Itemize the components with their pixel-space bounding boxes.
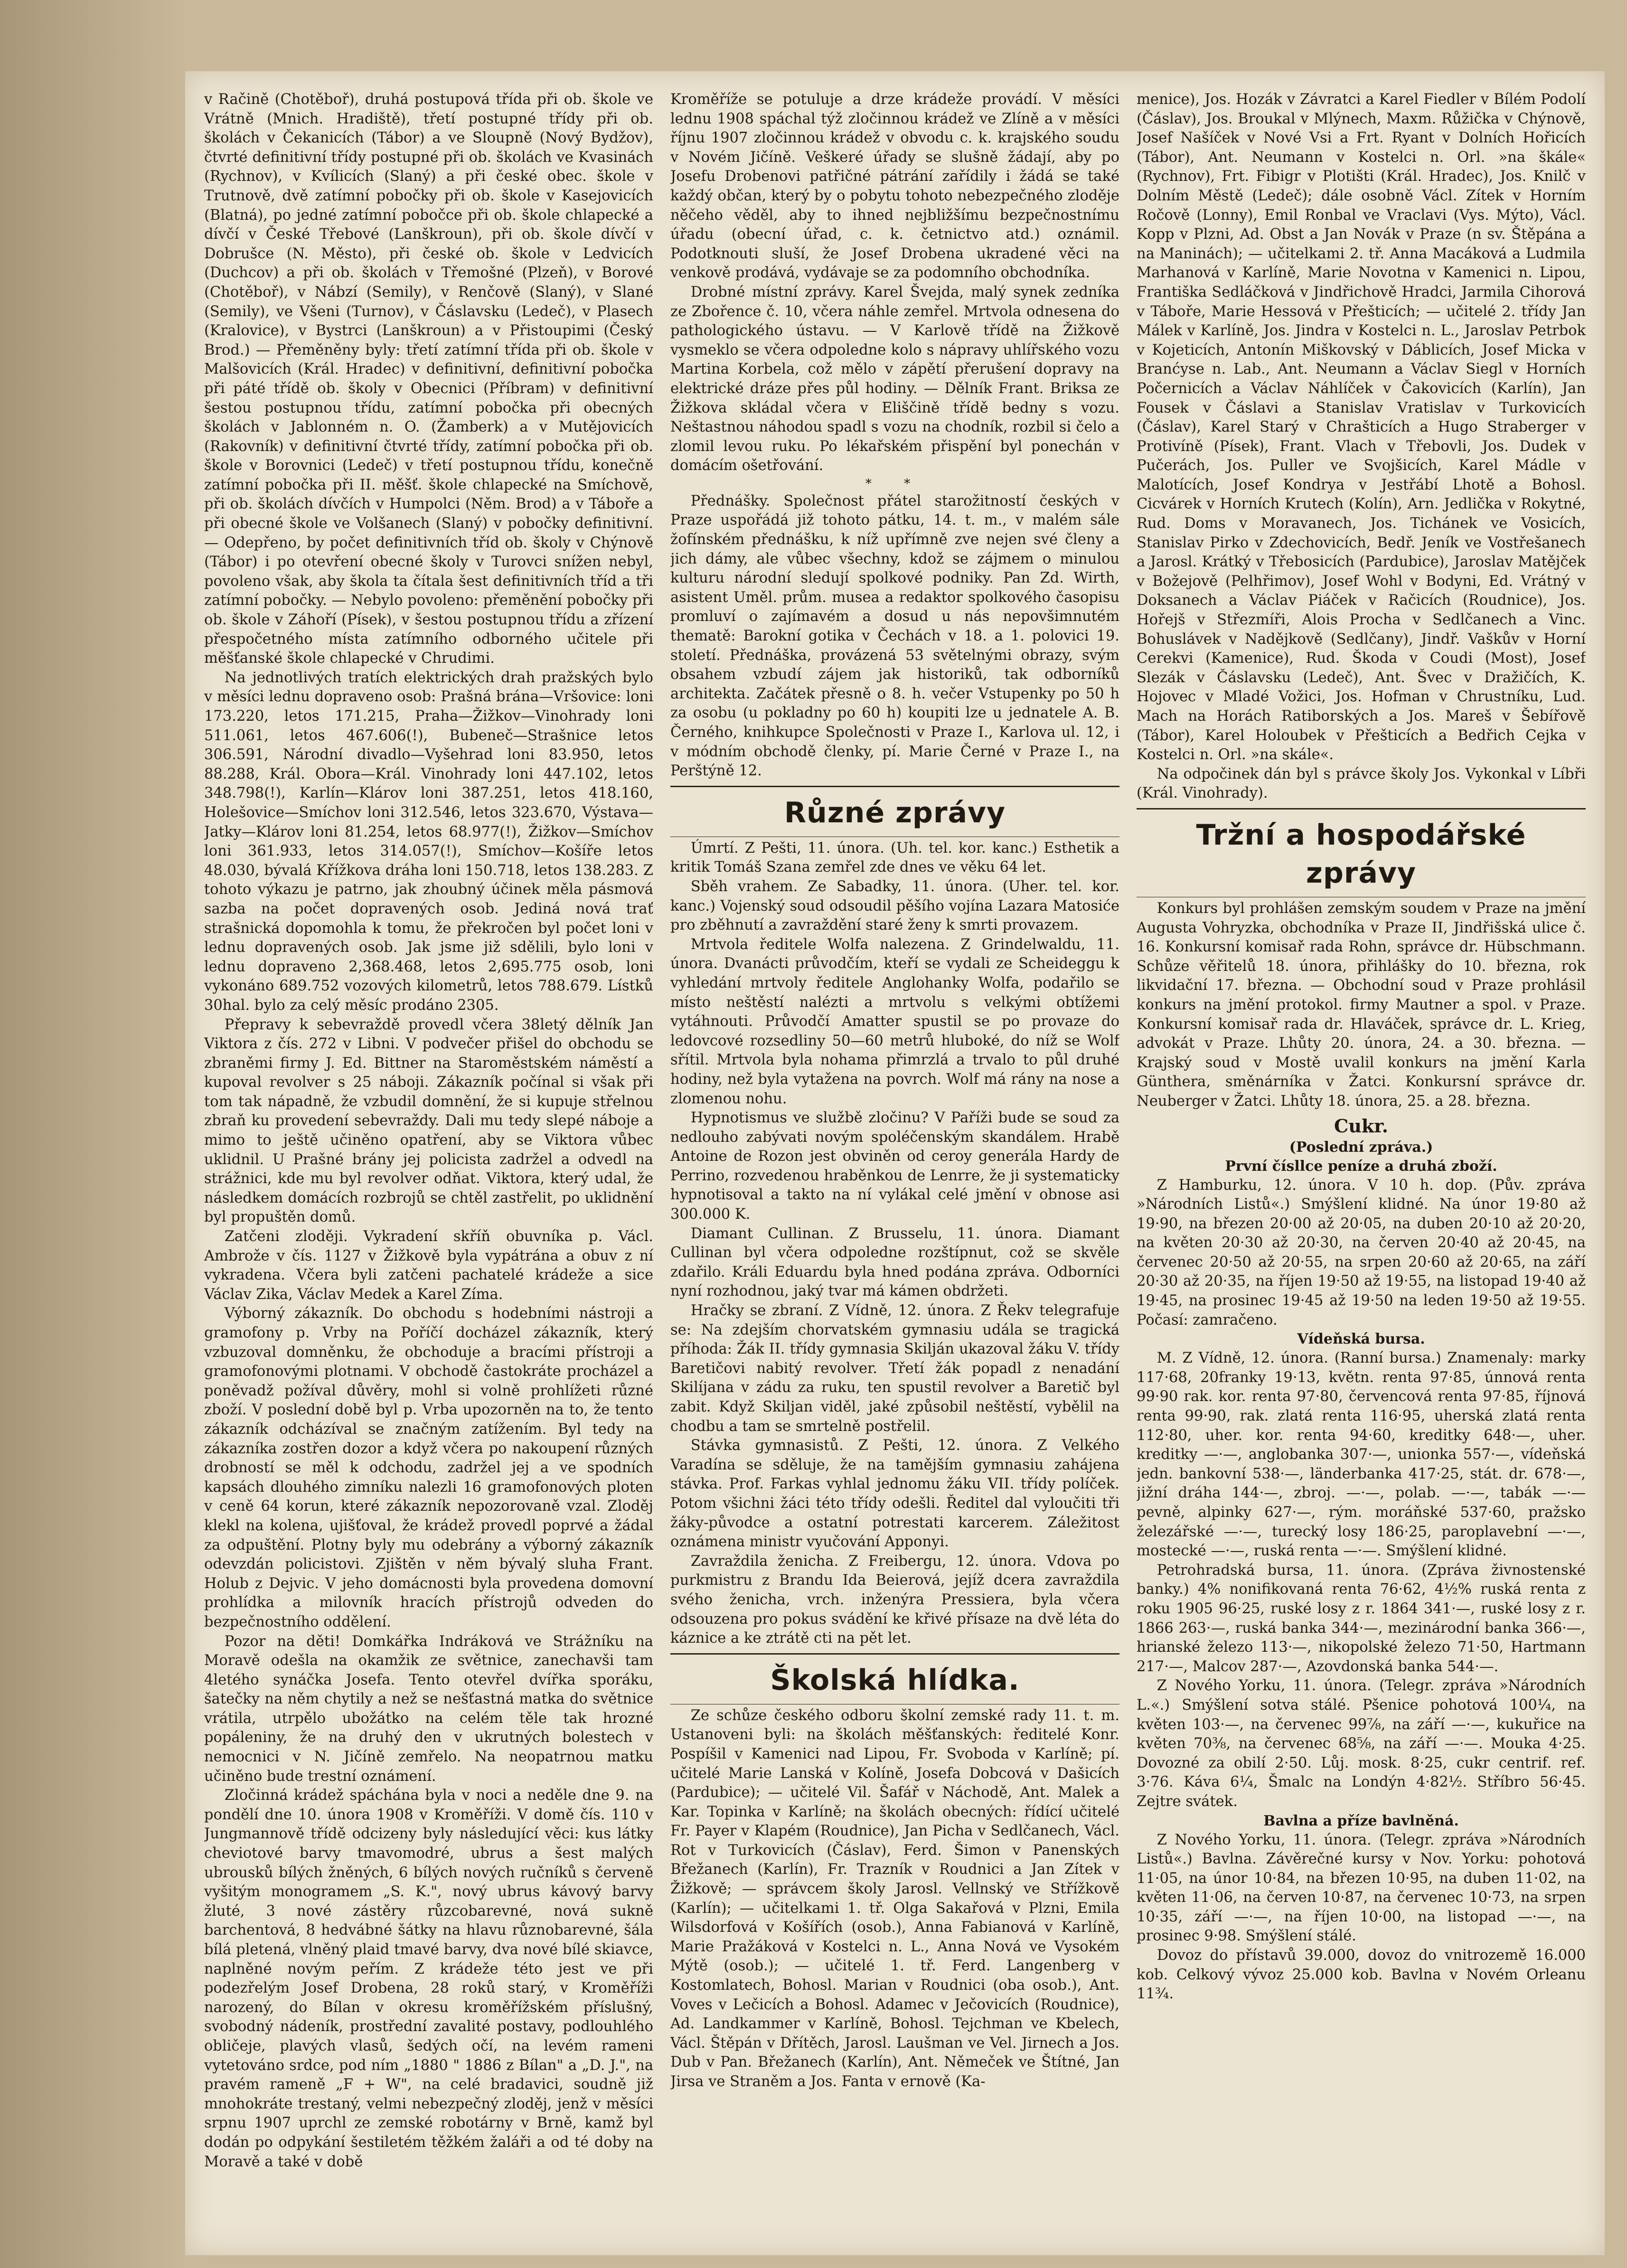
- divider-stars: * *: [865, 476, 925, 491]
- newspaper-page: [185, 71, 1605, 2255]
- cotton-report: Z Nového Yorku, 11. února. (Telegr. zpráva »Národních Listů«.) Bavlna. Závěrečné kursy v Nov. Yorku: pohotová 11·05, na únor 10·84, na březen 10·95, na duben 11·02, na květen 11·06, na červen 10·87, na červenec 10·73, na srpen 10·35, září —·—, na říjen 10·00, na listopad —·—, na prosinec 9·98. Smýšlení stálé.: [1137, 1831, 1586, 1945]
- weapon-play-article: Hračky se zbraní. Z Vídně, 12. února. Z Řekv telegrafuje se: Na zdejším chorvatském gymnasiu udála se tragická příhoda: Žák II. třídy gymnasia Skilján ukazoval žáku V. třídy Baretičovi nabitý revolver. Třetí žák popadl z nenadání Skilíjana v zádu za ruku, ten spustil revolver a Baretič byl zabit. Když Skiljan viděl, jaké způsobil neštěstí, vybělil na chodbu a tam se smrtelně postřelil.: [670, 1302, 1119, 1435]
- murder-article: Zavraždila ženicha. Z Freibergu, 12. února. Vdova po purkmistru z Brandu Ida Beierová, jejíž dcera zavraždila svého ženicha, vrch. inženýra Pressiera, byla včera odsouzena pro pokus svádění ke křivé přísaze na dvě léta do káznice a ke ztrátě cti na pět let.: [670, 1553, 1119, 1647]
- cotton-import-report: Dovoz do přístavů 39.000, dovoz do vnitrozemě 16.000 kob. Celkový vývoz 25.000 kob. Bavlna v Novém Orleanu 11¾.: [1137, 1947, 1586, 2003]
- page-gutter: [0, 0, 185, 2268]
- section-title-various: Různé zprávy: [784, 796, 1006, 829]
- school-appointments: Ze schůze českého odboru školní zemské rady 11. t. m. Ustanoveni byli: na školách měšťanských: ředitelé Konr. Pospíšil v Kamenici nad Lipou, Fr. Svoboda v Karlíně; pí. učitelé Marie Lanská v Kolíně, Josefa Dobcová v Dašicích (Pardubice); — učitelé Vil. Šafář v Náchodě, Ant. Malek a Kar. Topinka v Karlíně; na školách obecných: řídící učitelé Fr. Payer v Klapém (Roudnice), Jan Picha v Sedlčanech, Václ. Rot v Turkovicích (Čáslav), Ferd. Šimon v Panenských Břežanech (Karlín), Fr. Trazník v Roudnici a Jan Zítek v Žižkově; — správcem školy Jarosl. Vellnský ve Střížkově (Karlín); — učitelkami 1. tř. Olga Sakařová v Plzni, Emila Wilsdorfová v Košířích (osob.), Anna Fabianová v Karlíně, Marie Pražáková v Kostelci n. L., Anna Nová ve Vysokém Mýtě (osob.); — učitelé 1. tř. Ferd. Langenberg v Kostomlatech, Bohosl. Marian v Roudnici (oba osob.), Ant. Voves v Lečicích a Bohosl. Adamec v Ječovicích (Roudnice), Ad. Landkammer v Karlíně, Bohosl. Tejchman ve Kbelech, Václ. Štěpán v Dřítěch, Jarosl. Laušman ve Vel. Jirnech a Jos. Dub v Pan. Břežanech (Karlín), Ant. Němeček ve Štítné, Jan Jirsa ve Straněm a Jos. Fanta v ernově (Ka-: [670, 1707, 1119, 2090]
- deserter-article: Sběh vrahem. Ze Sabadky, 11. února. (Uher. tel. kor. kanc.) Vojenský soud odsoudil pěšího vojína Lazara Matosiće pro zběhnutí a zavraždění staré ženy k smrti provazem.: [670, 878, 1119, 934]
- section-rule: [670, 786, 1119, 787]
- cotton-heading: Bavlna a příze bavlněná.: [1263, 1812, 1459, 1829]
- death-article: Úmrtí. Z Pešti, 11. února. (Uh. tel. kor. kanc.) Esthetik a kritik Tomáš Szana zemřel zde dnes ve věku 64 let.: [670, 839, 1119, 876]
- wolf-body-article: Mrtvola ředitele Wolfa nalezena. Z Grindelwaldu, 11. února. Dvanácti průvodčím, kteří se vydali ze Scheideggu k vyhledání mrtvoly ředitele Anglohanky Wolfa, podařilo se místo neštěstí nalézti a mrtvolu s velkými obtížemi vytáhnouti. Průvodčí Amatter spustil se po provaze do ledovcové rozsedliny 50—60 metrů hluboké, do níž se Wolf sřítil. Mrtvola byla nohama přimrzlá a trvalo to půl druhé hodiny, než byla vytažena na povrch. Wolf má rány na nose a zlomenou nohu.: [670, 936, 1119, 1107]
- columns: [204, 90, 1586, 2227]
- retirement-note: Na odpočinek dán byl s právce školy Jos. Vykonkal v Líbři (Král. Vinohrady).: [1137, 765, 1586, 802]
- section-title-school: Školská hlídka.: [770, 1663, 1020, 1697]
- column-right: [1137, 90, 1586, 2227]
- excellent-customer-article: Výborný zákazník. Do obchodu s hodebními nástroji a gramofony p. Vrby na Poříčí docházel zákazník, který vzbuzoval domněnku, že obchoduje a bracími přístroji a gramofonovými plotnami. V obchodě častokráte procházel a poněvadž požíval důvěry, mohl si volně prohlížeti různé zboží. V poslední době byl p. Vrba upozorněn na to, že tento zákazník odcházíval se značným zatížením. Byl tedy na zákazníka zostřen dozor a když včera po nakoupení různých drobností se měl k odchodu, zadržel jej a ve spodních kapsách dlouhého zimníku nalezli 16 gramofonových ploten v ceně 64 korun, které zákazník nepozorovaně vzal. Zloděj klekl na kolena, ujišťoval, že krádež provedl poprvé a žádal za odpuštění. Plotny byly mu odebrány a výborný zákazník odevzdán policistovi. Zjištěn v něm bývalý sluha Frant. Holub z Dejvic. V jeho domácnosti byla provedena domovní prohlídka a milovník hracích přístrojů odveden do bezpečnostního oddělení.: [204, 1305, 653, 1630]
- new-york-report: Z Nového Yorku, 11. února. (Telegr. zpráva »Národních L.«.) Smýšlení sotva stálé. Pšenice pohotová 100¼, na květen 103·—, na červenec 99⅞, na září —·—, kukuřice na květen 70⅜, na červenec 68⅝, na září —·—. Mouka 4·25. Dovozné za obilí 2·50. Lůj. mosk. 8·25, cukr centrif. ref. 3·76. Káva 6¼, Šmalc na Londýn 4·82½. Stříbro 56·45. Zejtre svátek.: [1137, 1677, 1586, 1810]
- section-rule: [1137, 808, 1586, 809]
- sugar-note: První čísllce peníze a druhá zboží.: [1225, 1158, 1497, 1175]
- school-appointments-continued: menice), Jos. Hozák v Závratci a Karel Fiedler v Bílém Podolí (Čáslav), Jos. Broukal v Mlýnech, Maxm. Růžička v Chýnově, Josef Našíček v Nové Vsi a Frt. Ryant v Dolních Hořicích (Tábor), Ant. Neumann v Kostelci n. Orl. »na škále« (Rychnov), Frt. Fibigr v Plotišti (Král. Hradec), Jos. Knilč v Dolním Městě (Ledeč); dále osobně Václ. Zítek v Horním Ročově (Lonny), Emil Ronbal ve Vraclavi (Vys. Mýto), Václ. Kopp v Plzni, Ad. Obst a Jan Novák v Praze (n sv. Štěpána a na Maninách); — učitelkami 2. tř. Anna Macáková a Ludmila Marhanová v Karlíně, Marie Novotna v Kamenici n. Lipou, Františka Sedláčková v Jindřichově Hradci, Jarmila Cihorová v Táboře, Marie Hessová v Přešticích; — učitelé 2. třídy Jan Málek v Karlíně, Jos. Jindra v Kostelci n. L., Jaroslav Petrbok v Kojeticích, Antonín Miškovský v Dáblicích, Josef Micka v Branćyse n. Lab., Ant. Neumann a Václav Siegl v Horních Počernicích a Václav Náhlíček v Čakovicích (Karlín), Jan Fousek v Čáslavi a Stanislav Vratislav v Turkovicích (Čáslav), Karel Starý v Chrašticích a Hugo Straberger v Protivíně (Písek), Frant. Vlach v Třebovli, Jos. Dudek v Pučerách, Jos. Puller ve Svojšicích, Karel Mádle v Malotících, Josef Kondrya v Jestřábí Lhotě a Bohosl. Cicvárek v Horních Krutech (Kolín), Arn. Jedlička v Rokytné, Rud. Doms v Moravanech, Jos. Tichánek ve Vosicích, Stanislav Pirko v Zdechovicích, Bedř. Jeník ve Vostřešanech a Jarosl. Krátký v Třebosicích (Pardubice), Jaroslav Matějček v Božejově (Pelhřimov), Josef Wohl v Bodyni, Ed. Vrátný v Doksanech a Václav Piáček v Račicích (Roudnice), Jos. Hořejš v Střezmíři, Alois Procha v Sedlčanech a Vinc. Bohuslávek v Nadějkově (Sedlčany), Jindř. Vaškův v Horní Cerekvi (Kamenice), Rud. Škoda v Coudi (Most), Josef Slezák v Čáslavsku (Ledeč), Ant. Švec v Dražičích, K. Hojovec v Mladé Vožici, Jos. Hofman v Chrustníku, Lud. Mach na Horách Ratiborských a Jos. Mareš v Šebířově (Tábor), Karel Holoubek v Přešticích a Bedřich Cejka v Kostelci n. Orl. »na skále«.: [1137, 91, 1586, 763]
- burglary-article-continued: Kroměříže se potuluje a drze krádeže provádí. V měsíci lednu 1908 spáchal týž zločinnou krádež ve Zlíně a v měsíci říjnu 1907 zločinnou krádež v obvodu c. k. krajského soudu v Novém Jičíně. Veškeré úřady se slušně žádají, aby po Josefu Drobenovi patřičné pátrání zařídily i žádá se také každý občan, který by o pobytu tohoto nebezpečného zloděje něčeho věděl, aby to ihned nejbližšímu bezpečnostnímu úřadu (obecní úřad, c. k. četnictvo atd.) oznámil. Podotknouti sluší, že Josef Drobena ukradené věci na venkově prodává, vydávaje se za podomního obchodníka.: [670, 91, 1119, 282]
- vienna-bourse-report: M. Z Vídně, 12. února. (Ranní bursa.) Znamenaly: marky 117·68, 20franky 19·13, květn. renta 97·85, únnová renta 99·90 rak. kor. renta 97·80, červencová renta 97·85, říjnová renta 99·90, rak. zlatá renta 116·95, uherská zlatá renta 112·80, uher. kor. renta 94·60, kreditky 648·—, uher. kreditky —·—, anglobanka 307·—, unionka 557·—, vídeňská jedn. bankovní 538·—, länderbanka 417·25, stát. dr. 678·—, jižní dráha 144·—, zbroj. —·—, polab. —·—, tabák —·— pevně, alpinky 627·—, rým. moráňské 537·60, pražsko železářské —·—, turecký losy 186·25, paroplavební —·—, mostecké —·—, ruská renta —·—. Smýšlení klidné.: [1137, 1350, 1586, 1560]
- column-left: [204, 90, 653, 2227]
- section-rule: [670, 1653, 1119, 1655]
- burglary-article: Zločinná krádež spáchána byla v noci a neděle dne 9. na pondělí dne 10. února 1908 v Kroměříži. V domě čís. 110 v Jungmannově třídě odcizeny byly následující věci: kus látky cheviotové barvy tmavomodré, ubrus a šest malých ubrousků bílých žněných, 6 bílých nových ručníků s červeně vyšitým monogramem „S. K.", nový ubrus kávový barvy žluté, 3 nové zástěry růzcobarevné, nová sukně barchentová, 8 hedvábné šátky na hlavu různobarevné, šála bílá pletená, vlněný plaid tmavé barvy, dva nové bílé skiavce, naplněné novým peřím. Z krádeže této jest ve při podezřelým Josef Drobena, 28 roků starý, v Kroměříži narozený, do Bílan v okresu kroměřížském příslušný, svobodný nádeník, prostřední zavalité postavy, podlouhlého obličeje, plavých vlasů, šedých očí, na levém rameni vytetováno srdce, pod ním „1880 " 1886 z Bílan" a „D. J.", na pravém rameně „F + W", na celé bradavici, soudně již mnohokráte trestaný, velmi nebezpečný zloděj, jenž v měsíci srpnu 1907 uprchl ze zemské robotárny v Brně, kamž byl dodán po odpykání šestiletém těžkém žaláři a od té doby na Moravě a také v době: [204, 1787, 653, 2170]
- sugar-subheading: (Poslední zpráva.): [1289, 1139, 1433, 1156]
- suicide-prevention-article: Přepravy k sebevraždě provedl včera 38letý dělník Jan Viktora z čís. 272 v Libni. V podvečer přišel do obchodu se zbraněmi firmy J. Ed. Bittner na Staroměstském náměstí a kupoval revolver s 25 náboji. Zákazník počínal si však při tom tak nápadně, že vzbudil domnění, že si kupuje střelnou zbraň ku provedení sebevraždy. Dali mu tedy slepé náboje a mimo to ještě učiněno opatření, aby se Viktora vůbec uklidnil. U Prašné brány jej policista zadržel a odvedl na strážnici, kde mu byl revolver odňat. Viktora, který udal, že následkem domácích rozbrojů se chtěl zastřelit, po uklidnění byl propuštěn domů.: [204, 1016, 653, 1226]
- hypnotism-article: Hypnotismus ve službě zločinu? V Paříži bude se soud za nedlouho zabývati novým spoléčenským skandálem. Hrabě Antoine de Rozon jest obviněn od ceroy generála Hardy de Perrino, rozvedenou hraběnkou de Lenrre, že ji systematicky hypnotisoval a takto na ní vylákal celé jmění v obnose asi 300.000 K.: [670, 1110, 1119, 1223]
- student-strike-article: Stávka gymnasistů. Z Pešti, 12. února. Z Velkého Varadína se sděluje, že na tamějším gymnasiu zahájena stávka. Prof. Farkas vyhlal jednomu žáku VII. třídy políček. Potom všichni žáci této třídy odešli. Ředitel dal vyloučiti tři žáky-původce a ostatní potrestati karcerem. Záležitost oznámena ministr vyučování Apponyi.: [670, 1437, 1119, 1551]
- column-middle: [670, 90, 1119, 2227]
- diamond-article: Diamant Cullinan. Z Brusselu, 11. února. Diamant Cullinan byl včera odpoledne rozštípnut, což se skvěle zdařilo. Králi Eduardu byla hned podána zpráva. Odborníci nyní rozhodnou, jaký tvar má kámen obdržeti.: [670, 1225, 1119, 1300]
- petersburg-bourse-report: Petrohradská bursa, 11. února. (Zpráva živnostenské banky.) 4% nonifikovaná renta 76·62, 4½% ruská renta z roku 1905 96·25, ruské losy z r. 1864 341·—, ruské losy z r. 1866 263·—, ruská banka 344·—, mezinárodní banka 366·—, hrianské železo 113·—, nikopolské železo 71·50, Hartmann 217·—, Malcov 287·—, Azovdonská banka 544·—.: [1137, 1562, 1586, 1675]
- sugar-heading: Cukr.: [1334, 1115, 1388, 1137]
- vienna-bourse-heading: Vídeňská bursa.: [1297, 1331, 1425, 1348]
- child-warning-article: Pozor na děti! Domkářka Indráková ve Strážníku na Moravě odešla na okamžik ze světnice, zanechavši tam 4letého synáčka Josefa. Tento otevřel dvířka sporáku, šatečky na něm chytily a než se nešťastná matka do světnice vrátila, utrpělo ubožátko na celém těle tak hrozné popáleniny, že na druhý den v ukrutných bolestech v nemocnici v N. Jičíně zemřelo. Na neopatrnou matku učiněno bude trestní oznámení.: [204, 1633, 653, 1785]
- arrested-thieves-article: Zatčeni zloději. Vykradení skříň obuvníka p. Václ. Ambrože v čís. 1127 v Žižkově byla vypátrána a obuv z ní vykradena. Včera byli zatčeni pachatelé krádeže a sice Václav Zika, Václav Medek a Karel Zíma.: [204, 1228, 653, 1303]
- tram-ridership-article: Na jednotlivých tratích elektrických drah pražských bylo v měsíci lednu dopraveno osob: Prašná brána—Vršovice: loni 173.220, letos 171.215, Praha—Žižkov—Vinohrady loni 511.061, letos 467.606(!), Bubeneč—Strašnice letos 306.591, Národní divadlo—Vyšehrad loni 83.950, letos 88.288, Král. Obora—Král. Vinohrady loni 447.102, letos 348.798(!), Karlín—Klárov loni 387.251, letos 418.160, Holešovice—Smíchov loni 312.546, letos 323.670, Výstava—Jatky—Klárov loni 81.254, letos 68.977(!), Žižkov—Smíchov loni 361.933, letos 314.057(!), Smíchov—Košíře letos 48.030, bývalá Křížkova dráha loni 150.718, letos 138.283. Z tohoto výkazu je patrno, jak zhoubný účinek měla pásmová sazba na počet dopravených osob. Jediná nová trať strašnická dopomohla k tomu, že překročen byl počet loni v lednu dopravených osob. Jak jsme již sdělili, bylo loni v lednu dopraveno 2,368.468, letos 2,695.775 osob, loni vykonáno 689.752 vozových kilometrů, letos 788.679. Lístků 30hal. bylo za celý měsíc prodáno 2305.: [204, 669, 653, 1014]
- lectures-article: Přednášky. Společnost přátel starožitností českých v Praze uspořádá již tohoto pátku, 14. t. m., v malém sále žofínském přednášku, k níž upřímně zve nejen své členy a jich dámy, ale vůbec všechny, kdož se zájmem o minulou kulturu národní sledují spolkové podniky. Pan Zd. Wirth, asistent Uměl. prům. musea a redaktor spolkového časopisu promluví o zajímavém a dosud u nás nepovšimnutém thematě: Barokní gotika v Čechách v 18. a 1. polovici 19. století. Přednáška, provázená 53 světelnými obrazy, svým obsahem vzbudí zájem jak historiků, tak odborníků architekta. Začátek přesně o 8. h. večer Vstupenky po 50 h za osobu (u pokladny po 60 h) koupiti lze u jednatele A. B. Černého, knihkupce Společnosti v Praze I., Karlova ul. 12, i v módním obchodě členky, pí. Marie Černé v Praze I., na Perštýně 12.: [670, 492, 1119, 780]
- section-title-market: Tržní a hospodářské zprávy: [1196, 818, 1526, 890]
- hamburg-sugar-report: Z Hamburku, 12. února. V 10 h. dop. (Pův. zpráva »Národních Listů«.) Smýšlení klidné. Na únor 19·80 až 19·90, na březen 20·00 až 20·05, na duben 20·10 až 20·20, na květen 20·30 až 20·30, na červen 20·40 až 20·45, na červenec 20·50 až 20·55, na srpen 20·60 až 20·65, na září 20·30 až 20·35, na říjen 19·50 až 19·55, na listopad 19·40 až 19·45, na prosinec 19·45 až 19·50 na leden 19·50 až 19·55. Počasí: zamračeno.: [1137, 1176, 1586, 1328]
- local-news-article: Drobné místní zprávy. Karel Švejda, malý synek zedníka ze Zbořence č. 10, včera náhle zemřel. Mrtvola odnesena do pathologického ústavu. — V Karlově třídě na Žižkově vysmeklo se včera odpoledne kolo s nápravy uhlířského vozu Martina Korbela, což mělo v zápětí přerušení dopravy na elektrické dráze přes půl hodiny. — Dělník Frant. Briksa ze Žižkova skládal včera v Eliščině třídě bedny s vozu. Neštastnou náhodou spadl s vozu na chodník, rozbil si čelo a zlomil levou ruku. Po lékařském přispění byl ponechán v domácím ošetřování.: [670, 283, 1119, 474]
- school-news-continued: v Račině (Chotěboř), druhá postupová třída při ob. škole ve Vrátně (Mnich. Hradiště), třetí postupné třídy při ob. školách v Čekanicích (Tábor) a ve Sloupně (Nový Bydžov), čtvrté definitivní třídy postupné při ob. školách ve Kvasinách (Rychnov), v Kvílicích (Slaný) a při české obec. škole v Trutnově, dvě zatímní pobočky při ob. škole v Kasejovicích (Blatná), po jedné zatímní pobočce při ob. škole chlapecké a dívčí v České Třebové (Lanškroun), při ob. škole dívčí v Dobrušce (N. Město), při české ob. škole v Ledvicích (Duchcov) a při ob. školách v Třemošné (Plzeň), v Borové (Chotěboř), v Nábzí (Semily), v Renčově (Slaný), v Slané (Semily), ve Všeni (Turnov), v Čáslavsku (Ledeč), v Plasech (Kralovice), v Bystrci (Lanškroun) a v Přistoupimi (Český Brod.) — Přeměněny byly: třetí zatímní třída při ob. škole v Malšovicích (Král. Hradec) v definitivní, definitivní pobočka při páté třídě ob. školy v Obecnici (Příbram) v definitivní šestou postupnou třídu, zatímní pobočka při obecných školách v Jablonném n. O. (Žamberk) a v Mutějovicích (Rakovník) v definitivní čtvrté třídy, zatímní pobočka při ob. škole v Borovnici (Ledeč) v třetí postupnou třídu, konečně zatímní pobočka při II. měšť. škole chlapecké na Smíchově, při ob. školách dívčích v Humpolci (Něm. Brod) a v Táboře a při obecné škole ve Volšanech (Slaný) v pobočky definitivní. — Odepřeno, by počet definitivních tříd ob. školy v Chýnově (Tábor) i po otevření obecné školy v Turovci snížen nebyl, povoleno však, aby škola ta čítala šest definitivních tříd a tři zatímní pobočky. — Nebylo povoleno: přeměnění pobočky při ob. škole v Záhoří (Písek), v šestou postupnou třídu a zřízení přespočetného místa zatímního odborného učitele při měšťanské škole chlapecké v Chrudimi.: [204, 91, 653, 667]
- bankruptcy-article: Konkurs byl prohlášen zemským soudem v Praze na jmění Augusta Vohryzka, obchodníka v Praze II, Jindřišská ulice č. 16. Konkursní komisař rada Rohn, správce dr. Hübschmann. Schůze věřitelů 18. února, přihlášky do 10. března, rok likvidační 17. března. — Obchodní soud v Praze prohlásil konkurs na jmění protokol. firmy Mautner a spol. v Praze. Konkursní komisař rada dr. Hlaváček, správce dr. L. Krieg, advokát v Praze. Lhůty 20. února, 24. a 30. března. — Krajský soud v Mostě uvalil konkurs na jmění Karla Günthera, směnárníka v Žatci. Konkursní správce dr. Neuberger v Žatci. Lhůty 18. února, 25. a 28. března.: [1137, 900, 1586, 1110]
